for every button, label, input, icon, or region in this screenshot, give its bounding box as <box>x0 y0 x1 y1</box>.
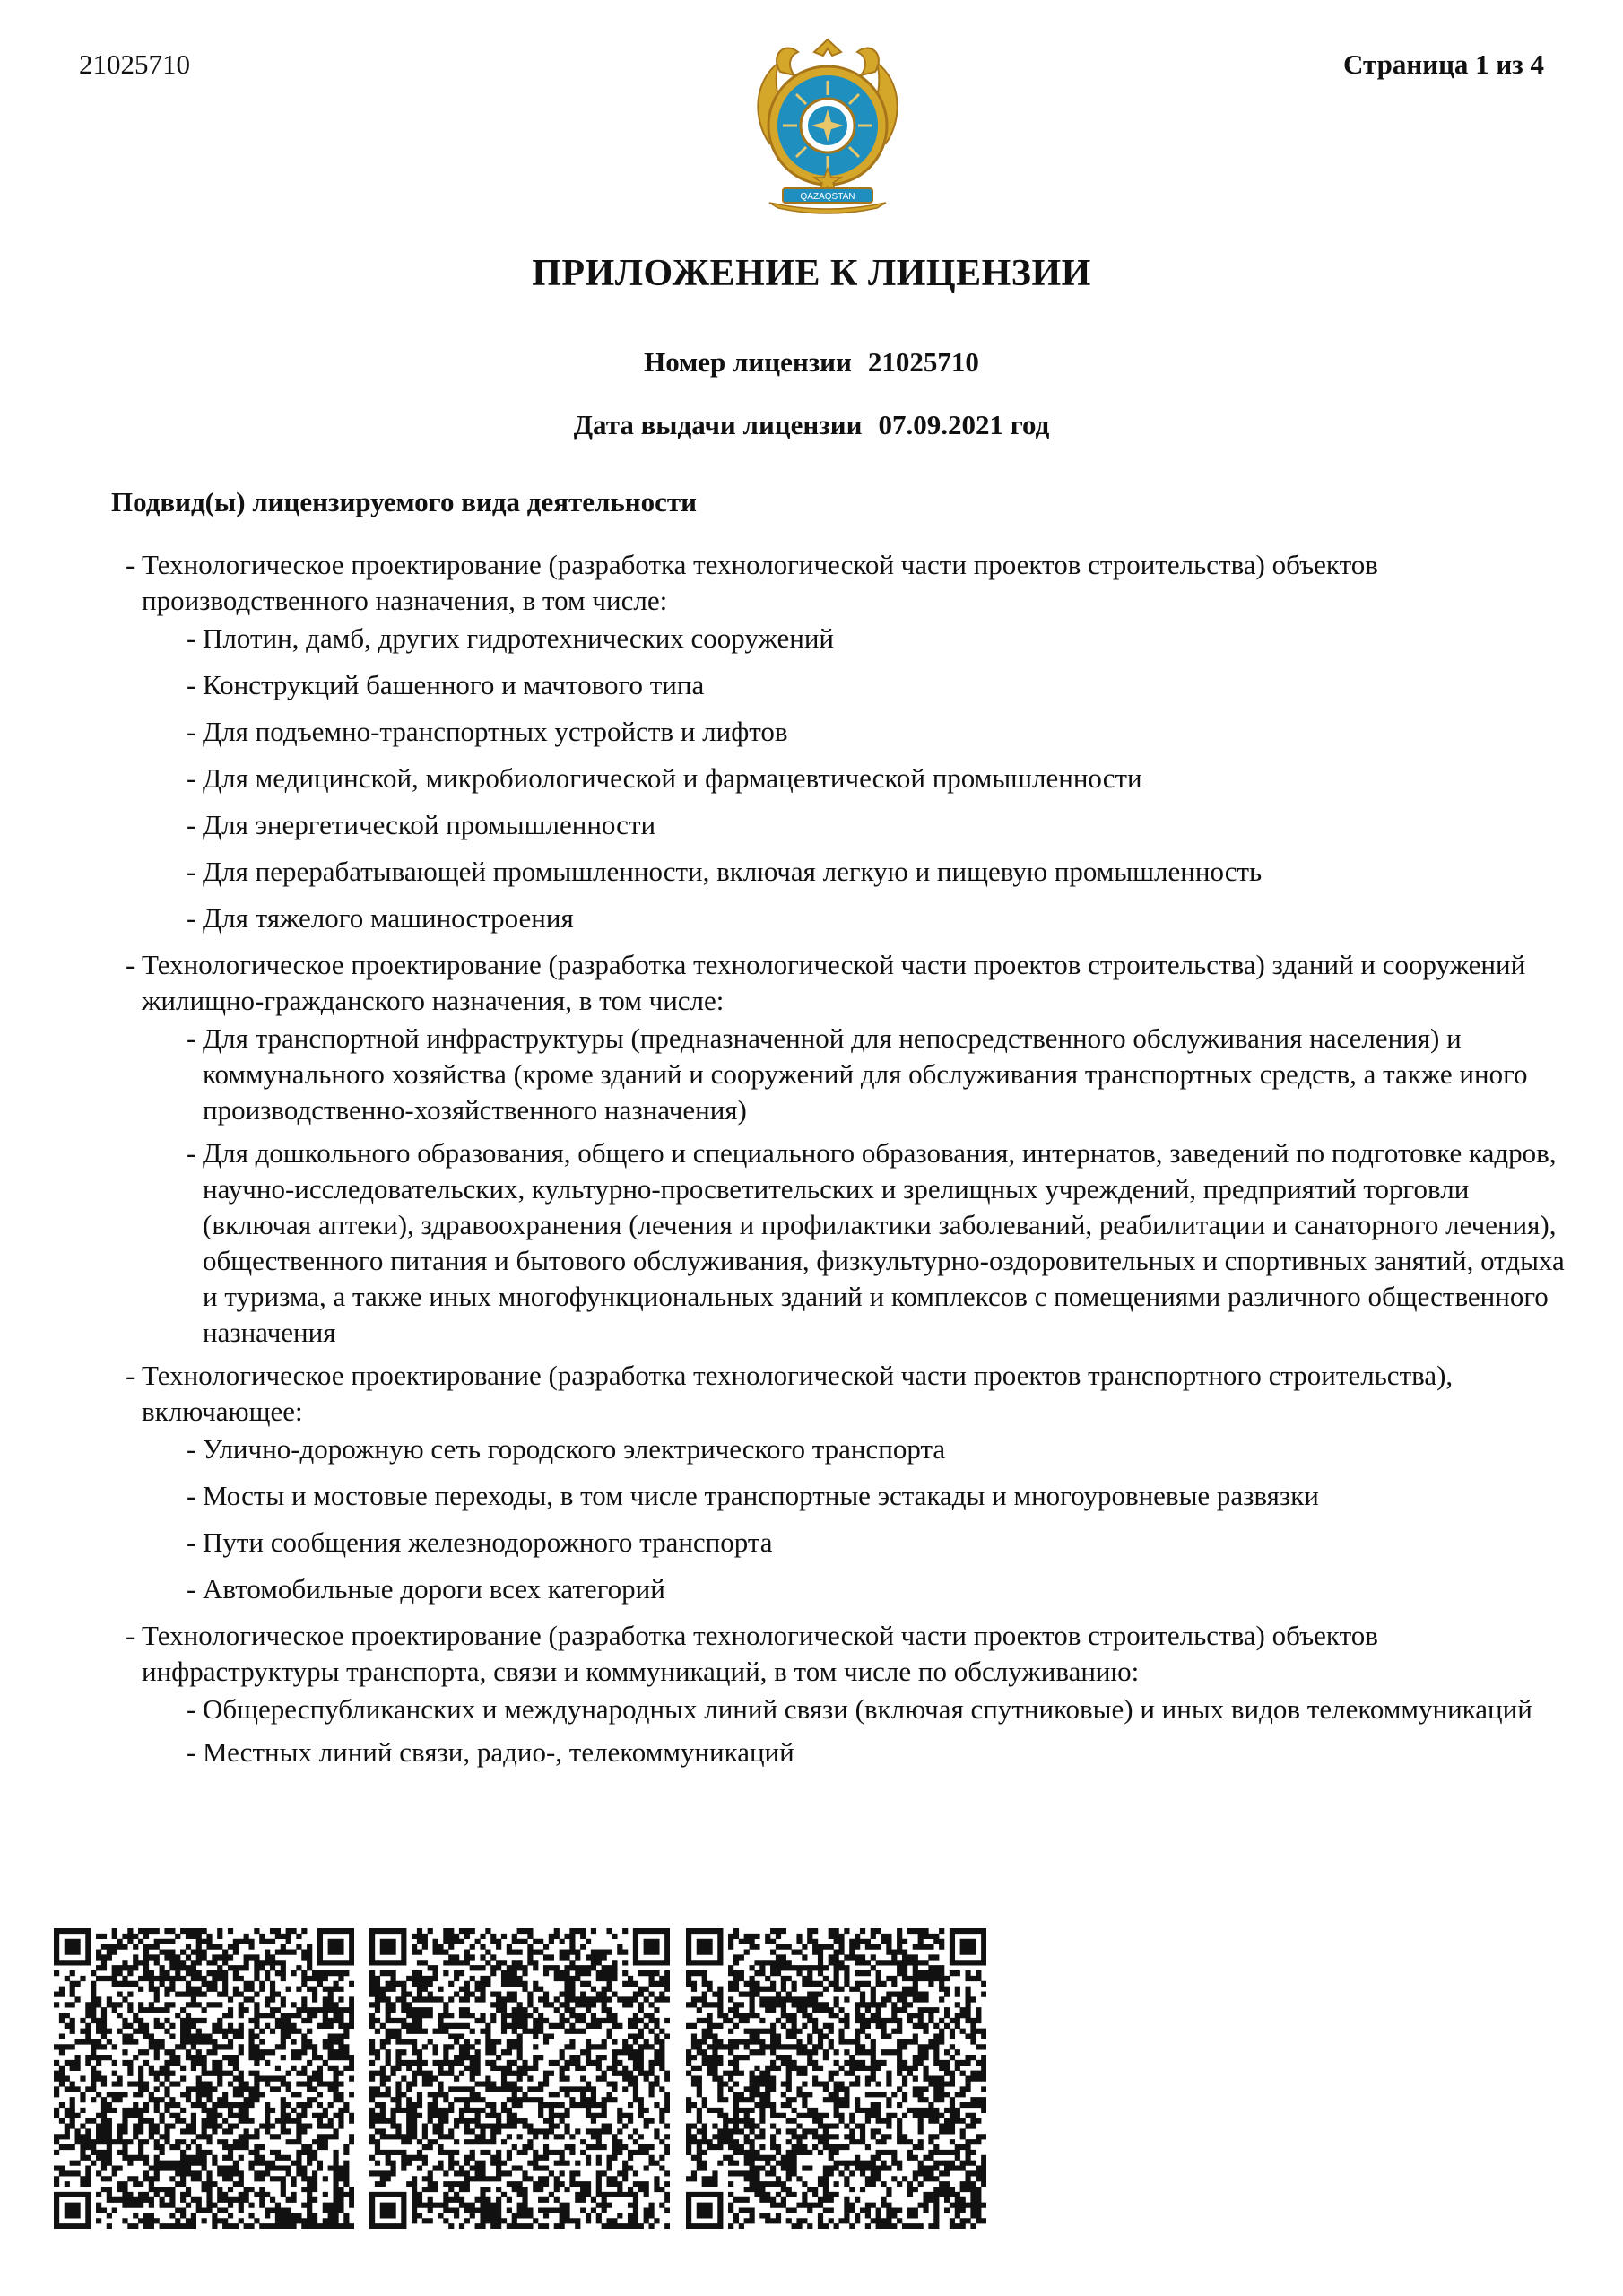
activity-group-text: Технологическое проектирование (разработка технологической части проектов строительства) объектов производственного назначения, в том числе: <box>142 549 1378 616</box>
list-item-text: Автомобильные дороги всех категорий <box>203 1573 665 1605</box>
list-item-text: Для энергетической промышленности <box>203 809 656 840</box>
list-dash: - <box>187 622 196 654</box>
list-item-text: Местных линий связи, радио-, телекоммуникаций <box>203 1736 794 1768</box>
list-dash: - <box>126 1360 135 1391</box>
list-item-text: Плотин, дамб, других гидротехнических сооружений <box>203 622 835 654</box>
list-item <box>187 1525 1578 1561</box>
activity-sublist <box>142 621 1578 936</box>
list-item <box>187 1135 1578 1351</box>
license-date-value: 07.09.2021 год <box>878 409 1050 440</box>
activity-group-text: Технологическое проектирование (разработка технологической части проектов транспортного строительства), включающее: <box>142 1360 1454 1427</box>
license-date-line <box>0 407 1623 443</box>
list-item <box>187 1735 1578 1770</box>
page-indicator: Страница 1 из 4 <box>1343 48 1544 80</box>
list-item <box>187 1478 1578 1514</box>
list-item <box>187 807 1578 843</box>
list-dash: - <box>187 716 196 747</box>
list-item-text: Для перерабатывающей промышленности, включая легкую и пищевую промышленность <box>203 856 1263 887</box>
list-dash: - <box>187 762 196 794</box>
document-title: ПРИЛОЖЕНИЕ К ЛИЦЕНЗИИ <box>532 253 1091 294</box>
list-item-text: Улично-дорожную сеть городского электрического транспорта <box>203 1433 946 1465</box>
list-item <box>187 761 1578 796</box>
qr-code-icon <box>369 1928 670 2229</box>
list-item-text: Для тяжелого машиностроения <box>203 902 574 934</box>
state-emblem-graphic <box>742 36 913 215</box>
list-item <box>187 854 1578 890</box>
list-item <box>187 714 1578 750</box>
list-dash: - <box>187 1433 196 1465</box>
list-item-text: Пути сообщения железнодорожного транспорта <box>203 1526 773 1558</box>
list-item <box>187 1431 1578 1467</box>
qr-code-graphic <box>686 1928 986 2229</box>
license-number-label: Номер лицензии <box>644 346 852 378</box>
list-item <box>187 1021 1578 1128</box>
list-dash: - <box>187 669 196 700</box>
list-item <box>187 900 1578 936</box>
list-item <box>187 1571 1578 1607</box>
qr-code-icon <box>686 1928 986 2229</box>
list-item-text: Для транспортной инфраструктуры (предназначенной для непосредственного обслуживания населения) и коммунального хозяйства (кроме зданий и сооружений для обслуживания транспортных средств, а также иного производственно-хозяйственного назначения) <box>203 1022 1528 1126</box>
activity-sublist <box>142 1692 1578 1770</box>
qr-code-row <box>54 1928 986 2229</box>
list-dash: - <box>187 1480 196 1511</box>
list-item <box>187 1692 1578 1727</box>
list-dash: - <box>187 1736 196 1768</box>
list-item-text: Для медицинской, микробиологической и фармацевтической промышленности <box>203 762 1142 794</box>
qr-code-graphic <box>54 1928 354 2229</box>
license-number-line <box>0 344 1623 380</box>
list-item-text: Мосты и мостовые переходы, в том числе транспортные эстакады и многоуровневые развязки <box>203 1480 1319 1511</box>
list-dash: - <box>187 1137 196 1169</box>
activity-group <box>126 547 1578 936</box>
list-dash: - <box>187 809 196 840</box>
list-dash: - <box>187 1022 196 1054</box>
list-dash: - <box>187 1526 196 1558</box>
license-date-label: Дата выдачи лицензии <box>573 409 863 440</box>
list-item <box>187 667 1578 703</box>
section-heading: Подвид(ы) лицензируемого вида деятельности <box>111 486 697 517</box>
activity-sublist <box>142 1431 1578 1607</box>
list-dash: - <box>187 856 196 887</box>
list-item-text: Конструкций башенного и мачтового типа <box>203 669 705 700</box>
list-item-text: Для дошкольного образования, общего и специального образования, интернатов, заведений по подготовке кадров, научно-исследовательских, культурно-просветительских и зрелищных учреждений, предприятий торговли (включая аптеки), здравоохранения (лечения и профилактики заболеваний, реабилитации и санаторного лечения), общественного питания и бытового обслуживания, физкультурно-оздоровительных и спортивных занятий, отдыха и туризма, а также иных многофункциональных зданий и комплексов с помещениями различного общественного назначения <box>203 1137 1565 1348</box>
qr-code-modules <box>54 1928 354 2229</box>
list-dash: - <box>187 1573 196 1605</box>
list-item-text: Для подъемно-транспортных устройств и лифтов <box>203 716 788 747</box>
qr-code-graphic <box>369 1928 670 2229</box>
document-number: 21025710 <box>79 48 190 80</box>
activity-list <box>126 547 1578 1781</box>
activity-group <box>126 947 1578 1351</box>
activity-sublist <box>142 1021 1578 1351</box>
license-number-value: 21025710 <box>867 346 979 378</box>
list-dash: - <box>187 1693 196 1725</box>
list-item-text: Общереспубликанских и международных линий связи (включая спутниковые) и иных видов телекоммуникаций <box>203 1693 1532 1725</box>
activity-group-text: Технологическое проектирование (разработка технологической части проектов строительства) объектов инфраструктуры транспорта, связи и коммуникаций, в том числе по обслуживанию: <box>142 1620 1378 1687</box>
activity-group <box>126 1618 1578 1770</box>
emblem-lettering: QAZAQSTAN <box>800 192 855 202</box>
activity-group <box>126 1358 1578 1607</box>
qr-code-modules <box>369 1928 670 2229</box>
state-emblem-icon <box>742 36 913 215</box>
qr-code-modules <box>686 1928 986 2229</box>
list-dash: - <box>187 902 196 934</box>
list-dash: - <box>126 549 135 580</box>
qr-code-icon <box>54 1928 354 2229</box>
list-dash: - <box>126 1620 135 1651</box>
list-dash: - <box>126 949 135 980</box>
activity-group-text: Технологическое проектирование (разработка технологической части проектов строительства) зданий и сооружений жилищно-гражданского назначения, в том числе: <box>142 949 1526 1016</box>
list-item <box>187 621 1578 657</box>
